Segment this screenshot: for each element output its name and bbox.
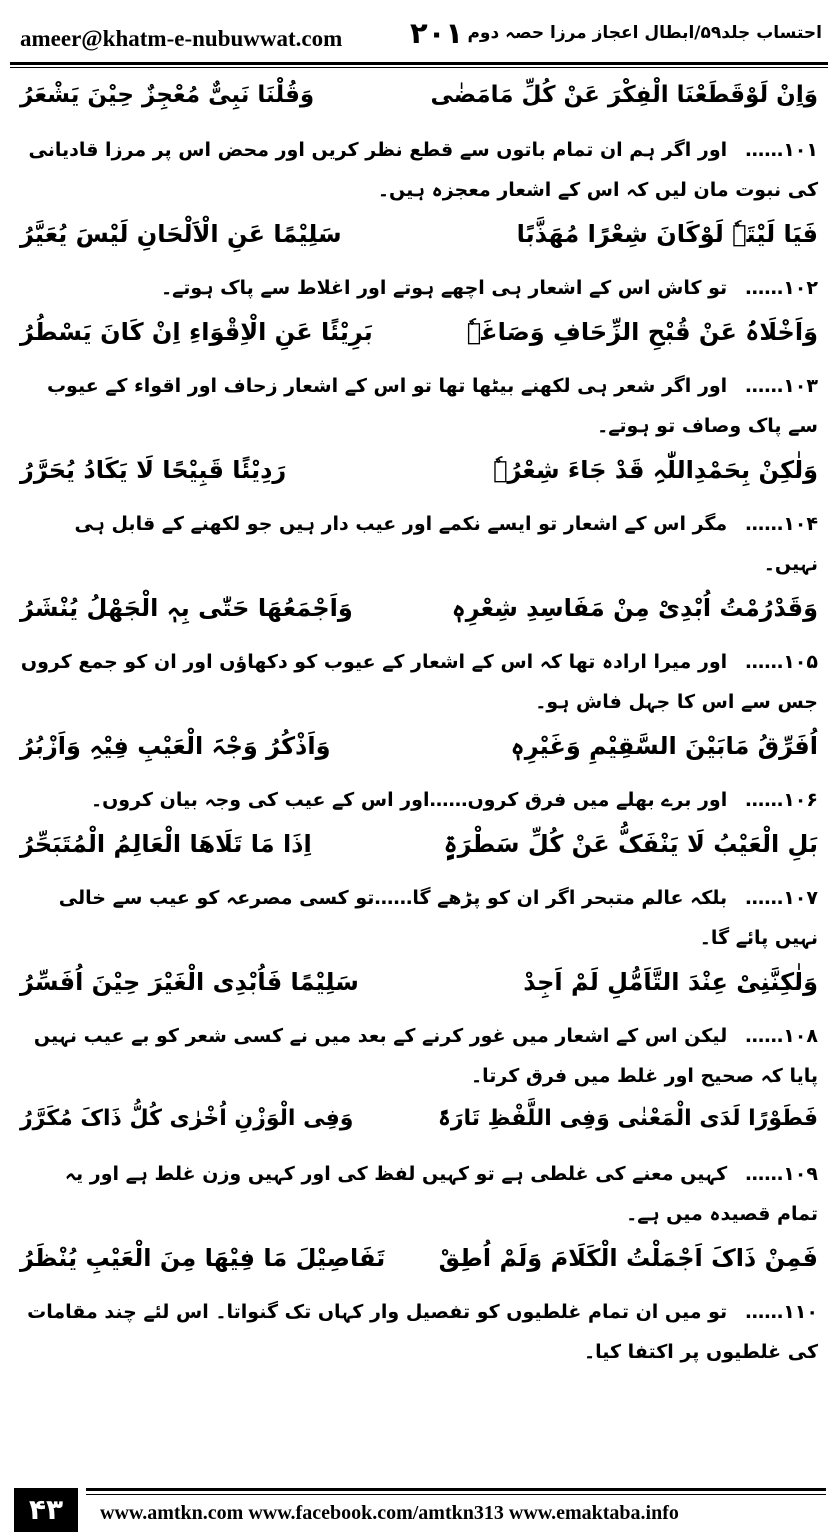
translation-text: اور اگر شعر ہی لکھنے بیٹھا تھا تو اس کے اشعار زحاف اور اقواء کے عیوب سے پاک وصاف تو ہوتے۔ xyxy=(46,375,818,437)
verse-first-hemistich: وَاِنْ لَوْقَطَعْنَا الْفِکْرَ عَنْ کُلِّ مَامَضٰی xyxy=(430,82,818,108)
verse-number: ۱۰۳…… xyxy=(745,375,818,397)
verse-second-hemistich: اِذَا مَا تَلَاھَا الْعَالِمُ الْمُتَبَحِّرُ xyxy=(20,830,312,858)
verse-106 xyxy=(20,728,818,780)
verse-number: ۱۰۹…… xyxy=(745,1163,818,1185)
verse-first-hemistich: فَمِنْ ذَاکَ اَجْمَلْتُ الْکَلَامَ وَلَمْ اُطِقْ xyxy=(438,1244,818,1272)
translation-text: تو کاش اس کے اشعار ہی اچھے ہوتے اور اغلاط سے پاک ہوتے۔ xyxy=(161,277,728,299)
verse-second-hemistich: تَفَاصِیْلَ مَا فِیْھَا مِنَ الْعَیْبِ یُنْظَرُ xyxy=(20,1244,386,1272)
verse-first-hemistich: وَلٰکِنْ بِحَمْدِاللّٰہِ قَدْ جَاءَ شِعْرُہٗ xyxy=(493,456,818,484)
translation-104 xyxy=(20,504,818,584)
verse-first-hemistich: وَاَخْلَاہُ عَنْ قُبْحِ الزِّحَافِ وَصَاغَہٗ xyxy=(466,318,818,346)
footer-divider-thin xyxy=(86,1494,826,1495)
translation-text: تو میں ان تمام غلطیوں کو تفصیل وار کہاں تک گنواتا۔ اس لئے چند مقامات کی غلطیوں پر اکتفا کیا۔ xyxy=(27,1301,818,1363)
verse-first-hemistich: فَطَوْرًا لَدَی الْمَعْنٰی وَفِی اللَّفْظِ تَارَۃً xyxy=(437,1106,818,1131)
footer-page-label: ۴۳ xyxy=(14,1488,78,1532)
page-header xyxy=(12,14,826,58)
header-divider-thin xyxy=(10,67,828,68)
verse-second-hemistich: سَلِیْمًا عَنِ الْاَلْحَانِ لَیْسَ یُعَیَّرُ xyxy=(20,220,342,248)
translation-110 xyxy=(20,1292,818,1372)
verse-first-hemistich: بَلِ الْعَیْبُ لَا یَنْفَکُّ عَنْ کُلِّ سَطْرَۃٍ xyxy=(443,830,818,858)
header-title: احتساب جلد۵۹/ابطال اعجاز مرزا حصہ دوم xyxy=(467,23,822,43)
verse-number: ۱۰۵…… xyxy=(745,651,818,673)
page-footer xyxy=(0,1480,840,1540)
verse-second-hemistich: وَاَذْکُرُ وَجْہَ الْعَیْبِ فِیْہِ وَاَزْبُرُ xyxy=(20,732,331,760)
translation-text: لیکن اس کے اشعار میں غور کرنے کے بعد میں نے کسی شعر کو بے عیب نہیں پایا کہ صحیح اور غلط میں فرق کرتا۔ xyxy=(33,1025,818,1087)
translation-text: اور میرا ارادہ تھا کہ اس کے اشعار کے عیوب کو دکھاؤں اور ان کو جمع کروں جس سے اس کا جہل فاش ہو۔ xyxy=(20,651,818,713)
header-divider xyxy=(10,62,828,65)
verse-second-hemistich: وَقُلْنَا نَبِیٌّ مُعْجِزٌ حِیْنَ یَشْعَرُ xyxy=(20,82,315,108)
footer-links: www.amtkn.com www.facebook.com/amtkn313 www.emaktaba.info xyxy=(100,1502,679,1524)
translation-106 xyxy=(20,780,818,820)
verse-110 xyxy=(20,1240,818,1292)
translation-107 xyxy=(20,878,818,958)
translation-105 xyxy=(20,642,818,722)
verse-number: ۱۱۰…… xyxy=(745,1301,818,1323)
verse-number: ۱۰۲…… xyxy=(745,277,818,299)
verse-second-hemistich: رَدِیْئًا قَبِیْحًا لَا یَکَادُ یُحَرَّرُ xyxy=(20,456,287,484)
translation-text: کہیں معنے کی غلطی ہے تو کہیں لفظ کی اور کہیں وزن غلط ہے اور یہ تمام قصیدہ میں ہے۔ xyxy=(64,1163,818,1225)
verse-109 xyxy=(20,1102,818,1154)
verse-105 xyxy=(20,590,818,642)
verse-first-hemistich: وَقَدْرُمْتُ اُبْدِیْ مِنْ مَفَاسِدِ شِعْرِہٖ xyxy=(451,594,818,622)
verse-second-hemistich: بَرِیْئًا عَنِ الْاِقْوَاءِ اِنْ کَانَ یَسْطُرُ xyxy=(20,318,373,346)
verse-number: ۱۰۷…… xyxy=(745,887,818,909)
verse-number: ۱۰۱…… xyxy=(745,139,818,161)
translation-108 xyxy=(20,1016,818,1096)
translation-text: مگر اس کے اشعار تو ایسے نکمے اور عیب دار ہیں جو لکھنے کے قابل ہی نہیں۔ xyxy=(74,513,818,575)
verse-104 xyxy=(20,452,818,504)
translation-102 xyxy=(20,268,818,308)
translation-text: اور برے بھلے میں فرق کروں……اور اس کے عیب کی وجہ بیان کروں۔ xyxy=(90,789,728,811)
header-email: ameer@khatm-e-nubuwwat.com xyxy=(20,26,343,51)
verse-second-hemistich: سَلِیْمًا فَاُبْدِی الْغَیْرَ حِیْنَ اُفَسِّرُ xyxy=(20,968,359,996)
translation-text: اور اگر ہم ان تمام باتوں سے قطع نظر کریں اور محض اس پر مرزا قادیانی کی نبوت مان لیں کہ اس کے اشعار معجزہ ہیں۔ xyxy=(28,139,818,201)
verse-103 xyxy=(20,314,818,366)
verse-second-hemistich: وَاَجْمَعُھَا حَتّٰی بِہٖ الْجَھْلُ یُنْشَرُ xyxy=(20,594,353,622)
verse-107 xyxy=(20,826,818,878)
verse-first-hemistich: اُفَرِّقُ مَابَیْنَ السَّقِیْمِ وَغَیْرِہٖ xyxy=(510,732,818,760)
verse-first-hemistich: فَیَا لَیْتَہٗ لَوْکَانَ شِعْرًا مُھَذَّبًا xyxy=(516,220,818,248)
poem-content xyxy=(20,78,818,1378)
footer-divider xyxy=(86,1488,826,1491)
verse-first-hemistich: وَلٰکِنَّنِیْ عِنْدَ التَّاَمُّلِ لَمْ اَجِدْ xyxy=(523,968,818,996)
translation-109 xyxy=(20,1154,818,1234)
verse-number: ۱۰۶…… xyxy=(745,789,818,811)
verse-108 xyxy=(20,964,818,1016)
translation-101 xyxy=(20,130,818,210)
translation-text: بلکہ عالم متبحر اگر ان کو پڑھے گا……تو کسی مصرعہ کو عیب سے خالی نہیں پائے گا۔ xyxy=(58,887,818,949)
verse-101 xyxy=(20,78,818,130)
verse-number: ۱۰۸…… xyxy=(745,1025,818,1047)
verse-number: ۱۰۴…… xyxy=(745,513,818,535)
verse-102 xyxy=(20,216,818,268)
translation-103 xyxy=(20,366,818,446)
header-page-number: ۲۰۱ xyxy=(410,16,464,50)
verse-second-hemistich: وَفِی الْوَزْنِ اُخْرٰی کُلُّ ذَاکَ مُکَرَّرُ xyxy=(20,1106,354,1131)
